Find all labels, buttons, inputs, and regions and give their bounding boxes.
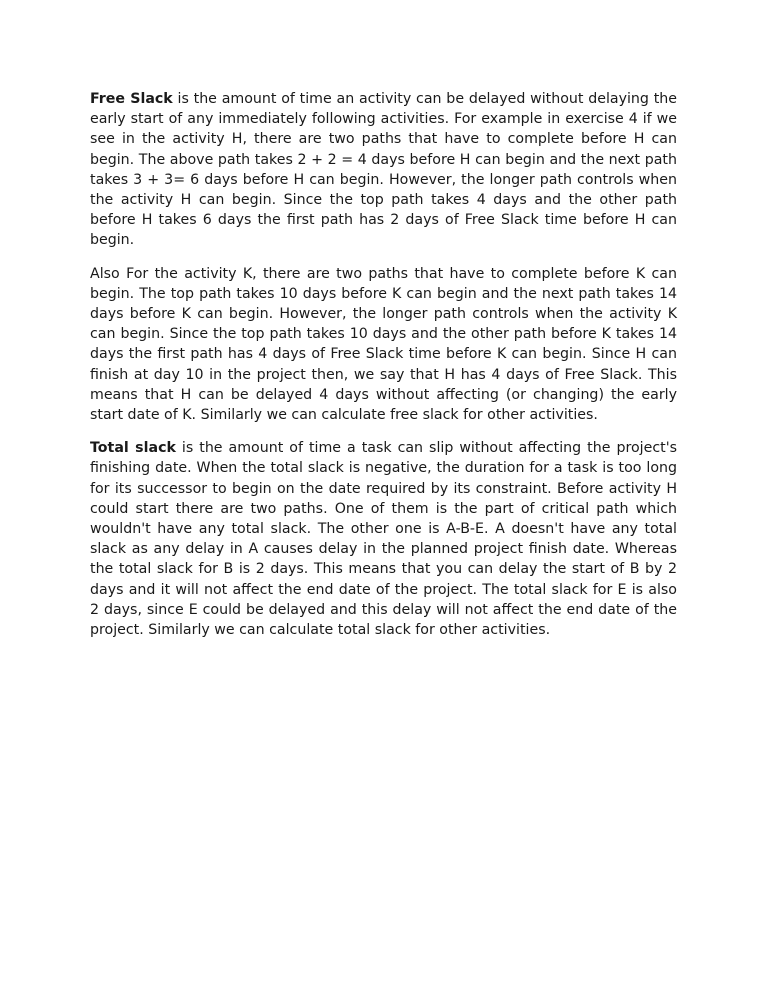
paragraph-activity-k (90, 264, 677, 426)
term-total-slack: Total slack (90, 440, 176, 457)
document-body (90, 89, 677, 653)
paragraph-text: Also For the activity K, there are two paths that have to complete before K can begin. The top path takes 10 days before K can begin and the next path takes 14 days before K can begin. However, the longer path controls when the activity K can begin. Since the top path takes 10 days and the other path before K takes 14 days the first path has 4 days of Free Slack time before K can begin. Since H can finish at day 10 in the project then, we say that H has 4 days of Free Slack. This means that H can be delayed 4 days without affecting (or changing) the early start date of K. Similarly we can calculate free slack for other activities. (90, 265, 677, 424)
paragraph-total-slack (90, 438, 677, 640)
paragraph-text: is the amount of time an activity can be delayed without delaying the early start of any immediately following activities. For example in exercise 4 if we see in the activity H, there are two paths that have to complete before H can begin. The above path takes 2 + 2 = 4 days before H can begin and the next path takes 3 + 3= 6 days before H can begin. However, the longer path controls when the activity H can begin. Since the top path takes 4 days and the other path before H takes 6 days the first path has 2 days of Free Slack time before H can begin. (90, 91, 677, 249)
paragraph-free-slack (90, 89, 677, 251)
term-free-slack: Free Slack (90, 91, 173, 107)
paragraph-text: is the amount of time a task can slip without affecting the project's finishing date. When the total slack is negative, the duration for a task is too long for its successor to begin on the date required by its constraint. Before activity H could start there are two paths. One of them is the part of critical path which wouldn't have any total slack. The other one is A-B-E. A doesn't have any total slack as any delay in A causes delay in the planned project finish date. Whereas the total slack for B is 2 days. This means that you can delay the start of B by 2 days and it will not affect the end date of the project. The total slack for E is also 2 days, since E could be delayed and this delay will not affect the end date of the project. Similarly we can calculate total slack for other activities. (90, 440, 677, 639)
